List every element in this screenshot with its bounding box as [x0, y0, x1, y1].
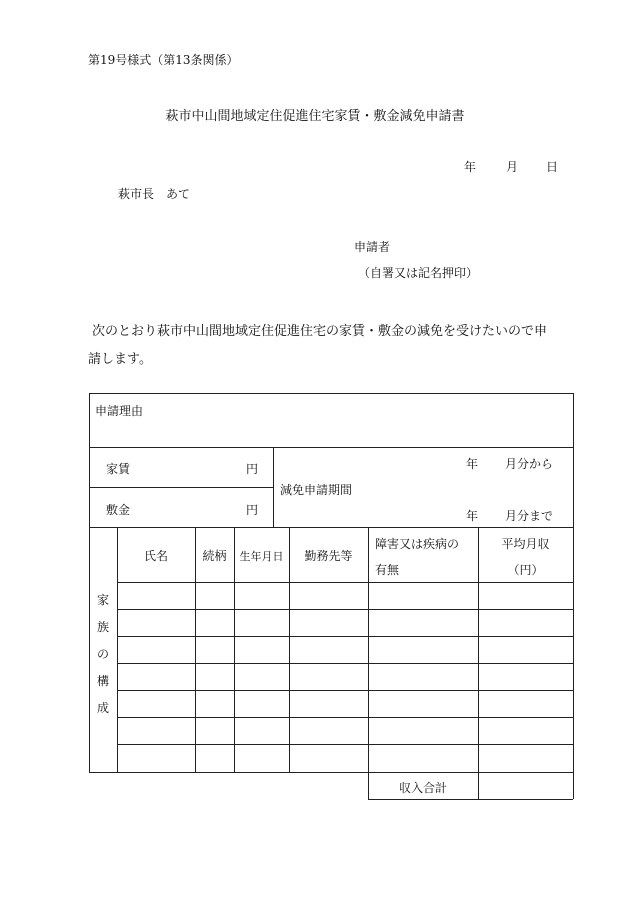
- col-income-line1: 平均月収: [501, 537, 550, 551]
- col-disability-line2: 有無: [375, 563, 400, 577]
- period-label: 減免申請期間: [280, 483, 353, 497]
- col-disability-line1: 障害又は疾病の: [375, 537, 460, 551]
- deposit-label: 敷金: [106, 503, 131, 517]
- period-to-year: 年: [466, 509, 479, 523]
- family-label-char: 族: [96, 620, 109, 634]
- total-income-label: 収入合計: [398, 781, 447, 795]
- family-label-char: 構: [96, 674, 109, 688]
- date-year: 年: [464, 160, 477, 174]
- table-line: [368, 527, 369, 799]
- deposit-yen: 円: [246, 503, 259, 517]
- family-label: [96, 587, 110, 722]
- table-line: [117, 690, 573, 691]
- family-label-char: の: [96, 647, 109, 661]
- reason-label: 申請理由: [95, 404, 144, 418]
- table-border-right: [573, 393, 574, 799]
- period-from-year: 年: [466, 457, 479, 471]
- form-number: 第19号様式（第13条関係）: [88, 53, 239, 67]
- period-from: 月分から: [505, 457, 554, 471]
- table-line: [117, 717, 573, 718]
- body-text: 次のとおり萩市中山間地域定住促進住宅の家賃・敷金の減免を受けたいので申請します。: [88, 324, 548, 367]
- rent-label: 家賃: [106, 462, 131, 476]
- table-line: [89, 447, 573, 448]
- table-line: [117, 609, 573, 610]
- family-label-char: 成: [96, 701, 109, 715]
- applicant-label: 申請者: [354, 240, 391, 254]
- family-label-char: 家: [96, 593, 109, 607]
- table-line: [117, 744, 573, 745]
- document-title: 萩市中山間地域定住促進住宅家賃・敷金減免申請書: [165, 109, 465, 124]
- col-relation: 続柄: [202, 549, 227, 563]
- col-workplace: 勤務先等: [304, 549, 353, 563]
- table-line: [117, 582, 573, 583]
- table-line: [89, 772, 573, 773]
- table-border-left: [89, 393, 90, 772]
- table-line: [273, 447, 274, 527]
- col-name: 氏名: [143, 549, 168, 563]
- table-border-bottom: [368, 799, 573, 800]
- date-month: 月: [506, 160, 519, 174]
- col-income-line2: （円）: [507, 563, 544, 577]
- date-day: 日: [546, 160, 559, 174]
- table-line: [89, 487, 273, 488]
- period-to: 月分まで: [505, 509, 554, 523]
- col-birth: 生年月日: [239, 550, 284, 563]
- table-line: [117, 663, 573, 664]
- rent-yen: 円: [246, 462, 259, 476]
- table-border-top: [89, 393, 573, 394]
- table-line: [89, 527, 573, 528]
- table-line: [117, 636, 573, 637]
- seal-note: （自署又は記名押印）: [358, 266, 479, 280]
- addressee: 萩市長 あて: [118, 187, 191, 201]
